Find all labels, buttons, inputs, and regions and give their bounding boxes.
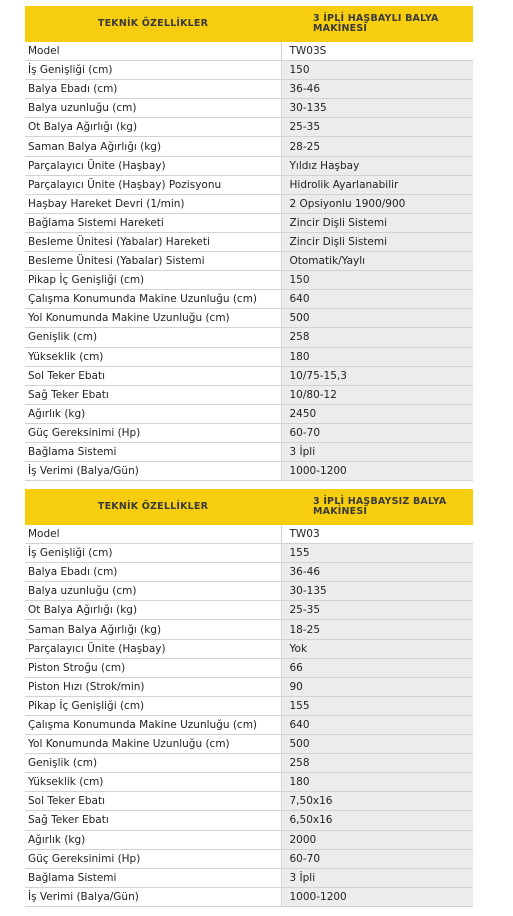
- spec-label: Haşbay Hareket Devri (1/min): [25, 194, 281, 213]
- table-row: [25, 811, 473, 830]
- table-row: [25, 213, 473, 232]
- spec-label: Piston Stroğu (cm): [25, 658, 281, 677]
- spec-label: Sağ Teker Ebatı: [25, 385, 281, 404]
- spec-value: 7,50x16: [281, 792, 473, 811]
- table-row: [25, 792, 473, 811]
- spec-label: Sol Teker Ebatı: [25, 366, 281, 385]
- spec-value: TW03S: [281, 42, 473, 61]
- spec-label: Balya uzunluğu (cm): [25, 582, 281, 601]
- table-row: [25, 601, 473, 620]
- spec-value: 150: [281, 271, 473, 290]
- spec-value: 30-135: [281, 99, 473, 118]
- spec-label: Parçalayıcı Ünite (Haşbay): [25, 156, 281, 175]
- spec-label: Pikap İç Genişliği (cm): [25, 271, 281, 290]
- table-row: [25, 620, 473, 639]
- spec-value: 640: [281, 290, 473, 309]
- spec-label: Balya Ebadı (cm): [25, 563, 281, 582]
- spec-label: Ağırlık (kg): [25, 830, 281, 849]
- table-row: [25, 404, 473, 423]
- spec-value: 2 Opsiyonlu 1900/900: [281, 194, 473, 213]
- table-row: [25, 868, 473, 887]
- spec-value: 60-70: [281, 423, 473, 442]
- spec-label: Piston Hızı (Strok/min): [25, 677, 281, 696]
- spec-label: Yol Konumunda Makine Uzunluğu (cm): [25, 309, 281, 328]
- spec-label: İş Genişliği (cm): [25, 61, 281, 80]
- spec-label: Çalışma Konumunda Makine Uzunluğu (cm): [25, 290, 281, 309]
- spec-label: Ot Balya Ağırlığı (kg): [25, 118, 281, 137]
- spec-value: 28-25: [281, 137, 473, 156]
- table-row: [25, 696, 473, 715]
- table-row: [25, 175, 473, 194]
- spec-value: Yıldız Haşbay: [281, 156, 473, 175]
- spec-label: İş Genişliği (cm): [25, 544, 281, 563]
- table-row: [25, 252, 473, 271]
- spec-label: Bağlama Sistemi: [25, 442, 281, 461]
- table-row: [25, 442, 473, 461]
- spec-value: Zincir Dişli Sistemi: [281, 232, 473, 251]
- spec-label: Güç Gereksinimi (Hp): [25, 423, 281, 442]
- table-row: [25, 328, 473, 347]
- table-row: [25, 462, 473, 481]
- spec-label: Besleme Ünitesi (Yabalar) Hareketi: [25, 232, 281, 251]
- table-row: [25, 735, 473, 754]
- spec-label: Balya uzunluğu (cm): [25, 99, 281, 118]
- table-row: [25, 137, 473, 156]
- spec-value: 2000: [281, 830, 473, 849]
- spec-table-hasbayli: [25, 6, 473, 481]
- table-row: [25, 639, 473, 658]
- spec-label: Sol Teker Ebatı: [25, 792, 281, 811]
- spec-label: Genişlik (cm): [25, 754, 281, 773]
- table-row: [25, 658, 473, 677]
- table-row: [25, 309, 473, 328]
- spec-table-hasbaysiz: [25, 489, 473, 907]
- spec-value: 25-35: [281, 601, 473, 620]
- spec-value: 3 İpli: [281, 442, 473, 461]
- table-row: [25, 366, 473, 385]
- spec-value: 640: [281, 715, 473, 734]
- table-row: [25, 544, 473, 563]
- header-teknik-ozellikler: TEKNİK ÖZELLİKLER: [25, 489, 281, 525]
- spec-label: İş Verimi (Balya/Gün): [25, 887, 281, 906]
- spec-value: 258: [281, 328, 473, 347]
- table-row: [25, 232, 473, 251]
- header-machine-name: 3 İPLİ HAŞBAYSIZ BALYA MAKİNESİ: [281, 489, 473, 525]
- spec-label: Ot Balya Ağırlığı (kg): [25, 601, 281, 620]
- table-row: [25, 754, 473, 773]
- spec-value: 10/75-15,3: [281, 366, 473, 385]
- table-row: [25, 830, 473, 849]
- spec-label: Genişlik (cm): [25, 328, 281, 347]
- spec-label: Yükseklik (cm): [25, 347, 281, 366]
- spec-label: Balya Ebadı (cm): [25, 80, 281, 99]
- spec-label: Bağlama Sistemi Hareketi: [25, 213, 281, 232]
- table-body: [25, 525, 473, 906]
- spec-value: 90: [281, 677, 473, 696]
- spec-value: 1000-1200: [281, 887, 473, 906]
- table-body: [25, 42, 473, 481]
- spec-value: 6,50x16: [281, 811, 473, 830]
- table-row: [25, 271, 473, 290]
- spec-value: 66: [281, 658, 473, 677]
- spec-value: 36-46: [281, 80, 473, 99]
- table-row: [25, 80, 473, 99]
- spec-label: Yükseklik (cm): [25, 773, 281, 792]
- table-row: [25, 385, 473, 404]
- spec-value: Zincir Dişli Sistemi: [281, 213, 473, 232]
- spec-value: 258: [281, 754, 473, 773]
- table-row: [25, 849, 473, 868]
- spec-label: Pikap İç Genişliği (cm): [25, 696, 281, 715]
- table-row: [25, 582, 473, 601]
- table-row: [25, 677, 473, 696]
- spec-label: Güç Gereksinimi (Hp): [25, 849, 281, 868]
- spec-label: Bağlama Sistemi: [25, 868, 281, 887]
- spec-label: İş Verimi (Balya/Gün): [25, 462, 281, 481]
- spec-value: Hidrolik Ayarlanabilir: [281, 175, 473, 194]
- table-row: [25, 715, 473, 734]
- spec-label: Saman Balya Ağırlığı (kg): [25, 137, 281, 156]
- table-row: [25, 290, 473, 309]
- table-header: [25, 6, 473, 42]
- spec-value: 18-25: [281, 620, 473, 639]
- table-row: [25, 118, 473, 137]
- spec-label: Sağ Teker Ebatı: [25, 811, 281, 830]
- spec-label: Besleme Ünitesi (Yabalar) Sistemi: [25, 252, 281, 271]
- table-row: [25, 423, 473, 442]
- spec-value: 60-70: [281, 849, 473, 868]
- spec-label: Parçalayıcı Ünite (Haşbay): [25, 639, 281, 658]
- spec-label: Yol Konumunda Makine Uzunluğu (cm): [25, 735, 281, 754]
- table-row: [25, 61, 473, 80]
- table-row: [25, 525, 473, 544]
- table-header: [25, 489, 473, 525]
- spec-value: 10/80-12: [281, 385, 473, 404]
- spec-label: Ağırlık (kg): [25, 404, 281, 423]
- spec-value: 150: [281, 61, 473, 80]
- spec-value: 36-46: [281, 563, 473, 582]
- spec-value: 155: [281, 544, 473, 563]
- spec-value: 2450: [281, 404, 473, 423]
- spec-value: Otomatik/Yaylı: [281, 252, 473, 271]
- spec-value: 500: [281, 735, 473, 754]
- table-row: [25, 887, 473, 906]
- spec-value: 3 İpli: [281, 868, 473, 887]
- table-row: [25, 194, 473, 213]
- spec-value: TW03: [281, 525, 473, 544]
- spec-label: Model: [25, 525, 281, 544]
- spec-value: Yok: [281, 639, 473, 658]
- spec-label: Model: [25, 42, 281, 61]
- spec-value: 25-35: [281, 118, 473, 137]
- spec-label: Saman Balya Ağırlığı (kg): [25, 620, 281, 639]
- spec-value: 180: [281, 347, 473, 366]
- spec-value: 180: [281, 773, 473, 792]
- table-row: [25, 156, 473, 175]
- spec-label: Parçalayıcı Ünite (Haşbay) Pozisyonu: [25, 175, 281, 194]
- table-row: [25, 99, 473, 118]
- spec-label: Çalışma Konumunda Makine Uzunluğu (cm): [25, 715, 281, 734]
- table-row: [25, 347, 473, 366]
- header-teknik-ozellikler: TEKNİK ÖZELLİKLER: [25, 6, 281, 42]
- table-row: [25, 773, 473, 792]
- spec-value: 500: [281, 309, 473, 328]
- spec-value: 1000-1200: [281, 462, 473, 481]
- table-row: [25, 563, 473, 582]
- spec-value: 30-135: [281, 582, 473, 601]
- header-machine-name: 3 İPLİ HAŞBAYLI BALYA MAKİNESİ: [281, 6, 473, 42]
- table-row: [25, 42, 473, 61]
- spec-value: 155: [281, 696, 473, 715]
